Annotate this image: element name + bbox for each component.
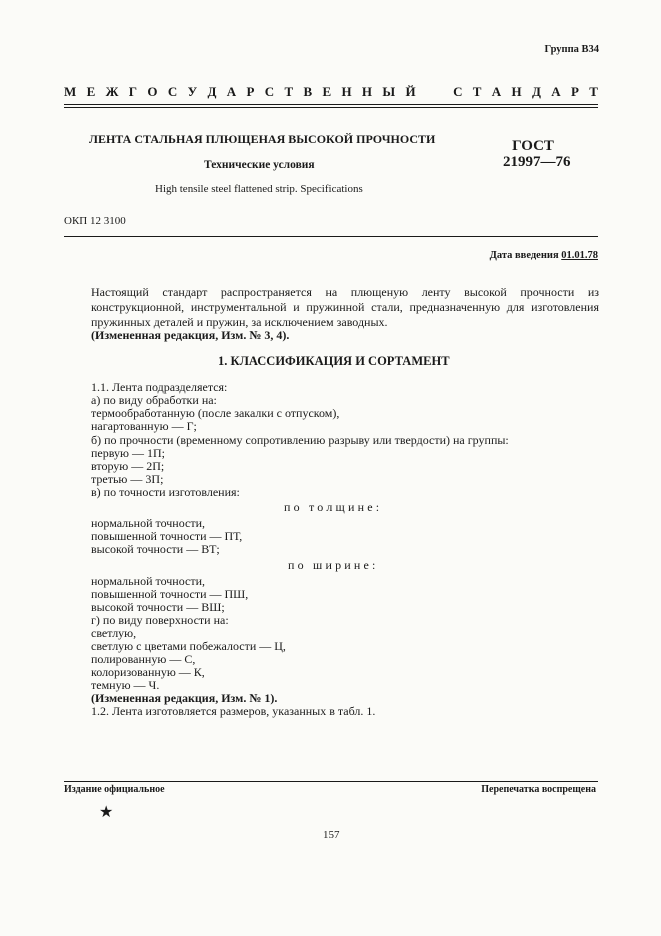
banner-letter: А (551, 84, 561, 99)
document-title: ЛЕНТА СТАЛЬНАЯ ПЛЮЩЕНАЯ ВЫСОКОЙ ПРОЧНОСТИ (89, 132, 436, 146)
text-line: термообработанную (после закалки с отпуском), (91, 406, 340, 420)
banner-letter: М (64, 84, 77, 99)
star-icon: ★ (99, 804, 114, 821)
text-line: светлую, (91, 626, 137, 640)
banner-letter: В (303, 84, 313, 99)
text-line: вторую — 2П; (91, 459, 165, 473)
banner-letter: Ж (105, 84, 119, 99)
banner-letter: Т (589, 84, 598, 99)
text-line: полированную — С, (91, 652, 196, 666)
banner-letter: Е (86, 84, 96, 99)
text-line: третью — 3П; (91, 472, 164, 486)
text-line: темную — Ч. (91, 678, 160, 692)
banner-letter: Р (246, 84, 255, 99)
text-line: по ширине: (288, 558, 379, 572)
reprint-prohibited-note: Перепечатка воспрещена (481, 784, 596, 795)
gost-designation (503, 138, 571, 170)
banner-letter: Н (341, 84, 352, 99)
banner-letter: А (491, 84, 502, 99)
footer-rule (64, 781, 598, 782)
text-line: нормальной точности, (91, 574, 206, 588)
text-line: (Измененная редакция, Изм. № 1). (91, 691, 278, 705)
banner-letter: С (264, 84, 275, 99)
date-label: Дата введения (489, 250, 559, 261)
introduction-date (490, 250, 598, 261)
text-line: повышенной точности — ПТ, (91, 529, 243, 543)
official-edition-note: Издание официальное (64, 784, 165, 795)
gost-number: 21997—76 (503, 154, 571, 170)
banner-bottom-rule (64, 107, 598, 108)
text-line: нагартованную — Г; (91, 419, 197, 433)
text-line: по толщине: (284, 500, 383, 514)
banner-letter: С (453, 84, 463, 99)
text-line: 1.1. Лента подразделяется: (91, 380, 228, 394)
banner-letter (426, 84, 429, 100)
gost-label: ГОСТ (512, 138, 554, 154)
text-line: 1.2. Лента изготовляется размеров, указанных в табл. 1. (91, 704, 376, 718)
banner-letter: Д (531, 84, 541, 99)
okp-code: ОКП 12 3100 (64, 215, 126, 227)
interstate-standard-banner (64, 84, 598, 100)
banner-letter: Е (322, 84, 332, 99)
page-number: 157 (323, 829, 340, 841)
banner-letter: С (167, 84, 178, 99)
text-line: высокой точности — ВТ; (91, 542, 220, 556)
text-line: светлую с цветами побежалости — Ц, (91, 639, 286, 653)
banner-letter: Й (405, 84, 416, 99)
text-line: колоризованную — К, (91, 665, 205, 679)
banner-letter: Г (128, 84, 138, 99)
banner-letter: О (147, 84, 158, 99)
text-line: б) по прочности (временному сопротивлению разрыву или твердости) на группы: (91, 433, 509, 447)
banner-letter: Н (361, 84, 373, 99)
english-title: High tensile steel flattened strip. Specifications (155, 183, 363, 195)
text-line: высокой точности — ВШ; (91, 600, 225, 614)
group-code: Группа В34 (544, 44, 599, 55)
amendment-note-intro: (Измененная редакция, Изм. № 3, 4). (91, 328, 290, 342)
banner-top-rule (64, 104, 598, 105)
banner-letter (439, 84, 442, 100)
banner-letter: Д (207, 84, 217, 99)
okp-rule (64, 236, 598, 237)
banner-letter: Р (570, 84, 579, 99)
banner-letter: Т (284, 84, 294, 99)
banner-letter: Т (472, 84, 482, 99)
date-value: 01.01.78 (561, 250, 598, 261)
scope-paragraph (91, 285, 599, 330)
banner-letter: У (187, 84, 198, 99)
banner-letter: Ы (382, 84, 396, 99)
banner-letter: А (226, 84, 237, 99)
section-heading: 1. КЛАССИФИКАЦИЯ И СОРТАМЕНТ (218, 354, 450, 368)
text-line: в) по точности изготовления: (91, 485, 240, 499)
text-line: г) по виду поверхности на: (91, 613, 229, 627)
text-line: а) по виду обработки на: (91, 393, 217, 407)
text-line: нормальной точности, (91, 516, 206, 530)
banner-letter: Н (511, 84, 522, 99)
text-line: первую — 1П; (91, 446, 165, 460)
text-line: повышенной точности — ПШ, (91, 587, 249, 601)
document-subtitle: Технические условия (204, 159, 315, 171)
scope-text: Настоящий стандарт распространяется на плющеную ленту высокой прочности из конструкционной, инструментальной и пружинной стали, предназначенную для изготовления пружинных деталей и пружин, за исключением заводных. (91, 285, 599, 329)
